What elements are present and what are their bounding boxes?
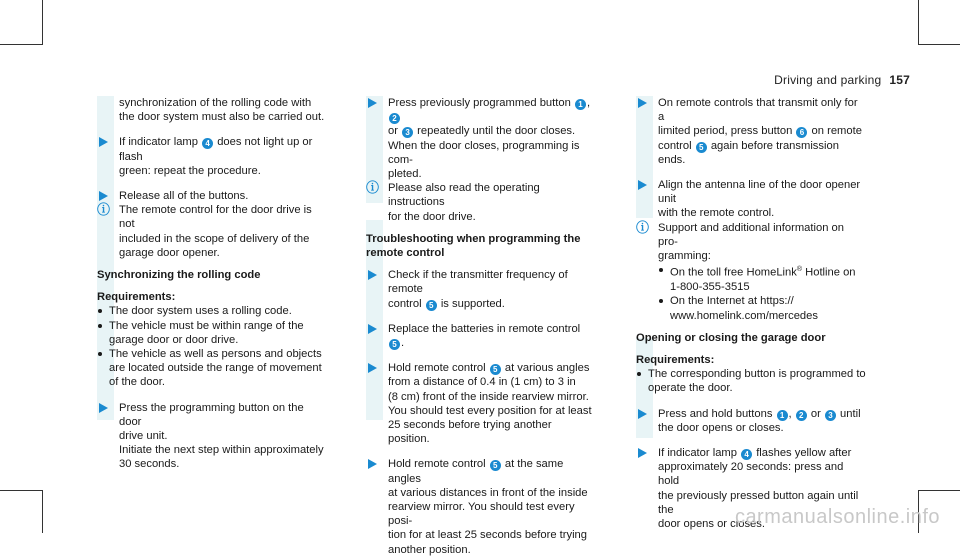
callout-number: 5 bbox=[389, 339, 400, 350]
callout-number: 5 bbox=[696, 142, 707, 153]
step-item: Press and hold buttons 1 , 2 or 3 until the door opens or closes. bbox=[636, 407, 866, 435]
step-arrow-icon bbox=[99, 191, 108, 201]
callout-number: 2 bbox=[796, 410, 807, 421]
list-item: On the Internet at https:// www.homelink.com/mercedes bbox=[636, 294, 866, 322]
crop-mark bbox=[918, 0, 919, 45]
list-item: The vehicle must be within range of the garage door or door drive. bbox=[97, 319, 327, 347]
page-number: 157 bbox=[889, 73, 910, 87]
list-item: The door system uses a rolling code. bbox=[97, 304, 327, 318]
list-item: The vehicle as well as persons and objects are located outside the range of movement of the door. bbox=[97, 347, 327, 390]
section-heading: remote control bbox=[366, 247, 445, 260]
step-arrow-icon bbox=[99, 403, 108, 413]
callout-number: 5 bbox=[490, 364, 501, 375]
crop-mark bbox=[918, 44, 960, 45]
info-note: ⓘ Please also read the operating instructions for the door drive. bbox=[366, 180, 540, 223]
step-item: Press the programming button on the door drive unit. Initiate the next step within approximately 30 seconds. bbox=[97, 401, 327, 472]
step-item: Hold remote control 5 at the same angles at various distances in front of the inside rearview mirror. You should test every posi- tion for at least 25 seconds before trying another position. bbox=[366, 457, 596, 556]
step-item: Align the antenna line of the door opener unit with the remote control. bbox=[636, 178, 866, 221]
step-arrow-icon bbox=[368, 363, 377, 373]
crop-mark bbox=[918, 490, 960, 491]
callout-number: 2 bbox=[389, 113, 400, 124]
info-icon: ⓘ bbox=[366, 180, 380, 196]
info-icon: ⓘ bbox=[97, 202, 111, 218]
section-title: Driving and parking bbox=[774, 73, 882, 87]
step-item: Release all of the buttons. bbox=[97, 189, 327, 203]
text-line: synchronization of the rolling code with bbox=[119, 97, 312, 109]
step-arrow-icon bbox=[368, 98, 377, 108]
list-item: The corresponding button is programmed to operate the door. bbox=[636, 367, 866, 395]
step-item: If indicator lamp 4 flashes yellow after approximately 20 seconds: press and hold the previously pressed button again until the door opens or closes. bbox=[636, 446, 866, 531]
crop-mark bbox=[42, 490, 43, 533]
callout-number: 6 bbox=[796, 127, 807, 138]
step-arrow-icon bbox=[638, 409, 647, 419]
requirements-label: Requirements: bbox=[636, 353, 715, 366]
callout-number: 1 bbox=[575, 99, 586, 110]
section-heading: Opening or closing the garage door bbox=[636, 331, 826, 344]
info-note: ⓘ Support and additional information on pro- gramming: bbox=[636, 219, 844, 263]
column-1 bbox=[97, 96, 327, 472]
column-3 bbox=[636, 96, 866, 531]
callout-number: 5 bbox=[490, 460, 501, 471]
step-arrow-icon bbox=[368, 459, 377, 469]
step-arrow-icon bbox=[638, 448, 647, 458]
step-arrow-icon bbox=[368, 324, 377, 334]
column-2 bbox=[366, 96, 596, 557]
section-heading: Troubleshooting when programming the bbox=[366, 232, 581, 245]
callout-number: 3 bbox=[825, 410, 836, 421]
step-item: Check if the transmitter frequency of remote control 5 is supported. bbox=[366, 268, 596, 311]
requirements-label: Requirements: bbox=[97, 291, 176, 304]
list-item: On the toll free HomeLink® Hotline on 1-800-355-3515 bbox=[636, 263, 866, 294]
step-arrow-icon bbox=[638, 180, 647, 190]
callout-number: 3 bbox=[402, 127, 413, 138]
crop-mark bbox=[42, 0, 43, 45]
callout-number: 1 bbox=[777, 410, 788, 421]
step-arrow-icon bbox=[368, 270, 377, 280]
callout-number: 4 bbox=[741, 449, 752, 460]
page-header bbox=[774, 73, 910, 87]
step-arrow-icon bbox=[638, 98, 647, 108]
watermark: carmanualsonline.info bbox=[734, 506, 940, 528]
text-line: the door system must also be carried out. bbox=[119, 111, 325, 124]
info-note: ⓘ The remote control for the door drive is not included in the scope of delivery of the garage door opener. bbox=[97, 202, 312, 259]
step-item: Press previously programmed button 1 , 2 or 3 repeatedly until the door closes. When the door closes, programming is com- pleted. bbox=[366, 96, 596, 181]
step-item: On remote controls that transmit only for a limited period, press button 6 on remote control 5 again before transmission ends. bbox=[636, 96, 866, 167]
step-item: Replace the batteries in remote control 5 . bbox=[366, 322, 596, 350]
step-item: Hold remote control 5 at various angles from a distance of 0.4 in (1 cm) to 3 in (8 cm) front of the inside rearview mirror. You should test every position for at least 25 seconds before trying another position. bbox=[366, 361, 596, 446]
section-heading: Synchronizing the rolling code bbox=[97, 269, 261, 282]
callout-number: 5 bbox=[426, 300, 437, 311]
callout-number: 4 bbox=[202, 138, 213, 149]
info-icon: ⓘ bbox=[636, 219, 650, 235]
crop-mark bbox=[0, 490, 42, 491]
step-item: If indicator lamp 4 does not light up or flash green: repeat the procedure. bbox=[97, 135, 327, 178]
step-arrow-icon bbox=[99, 137, 108, 147]
crop-mark bbox=[0, 44, 42, 45]
